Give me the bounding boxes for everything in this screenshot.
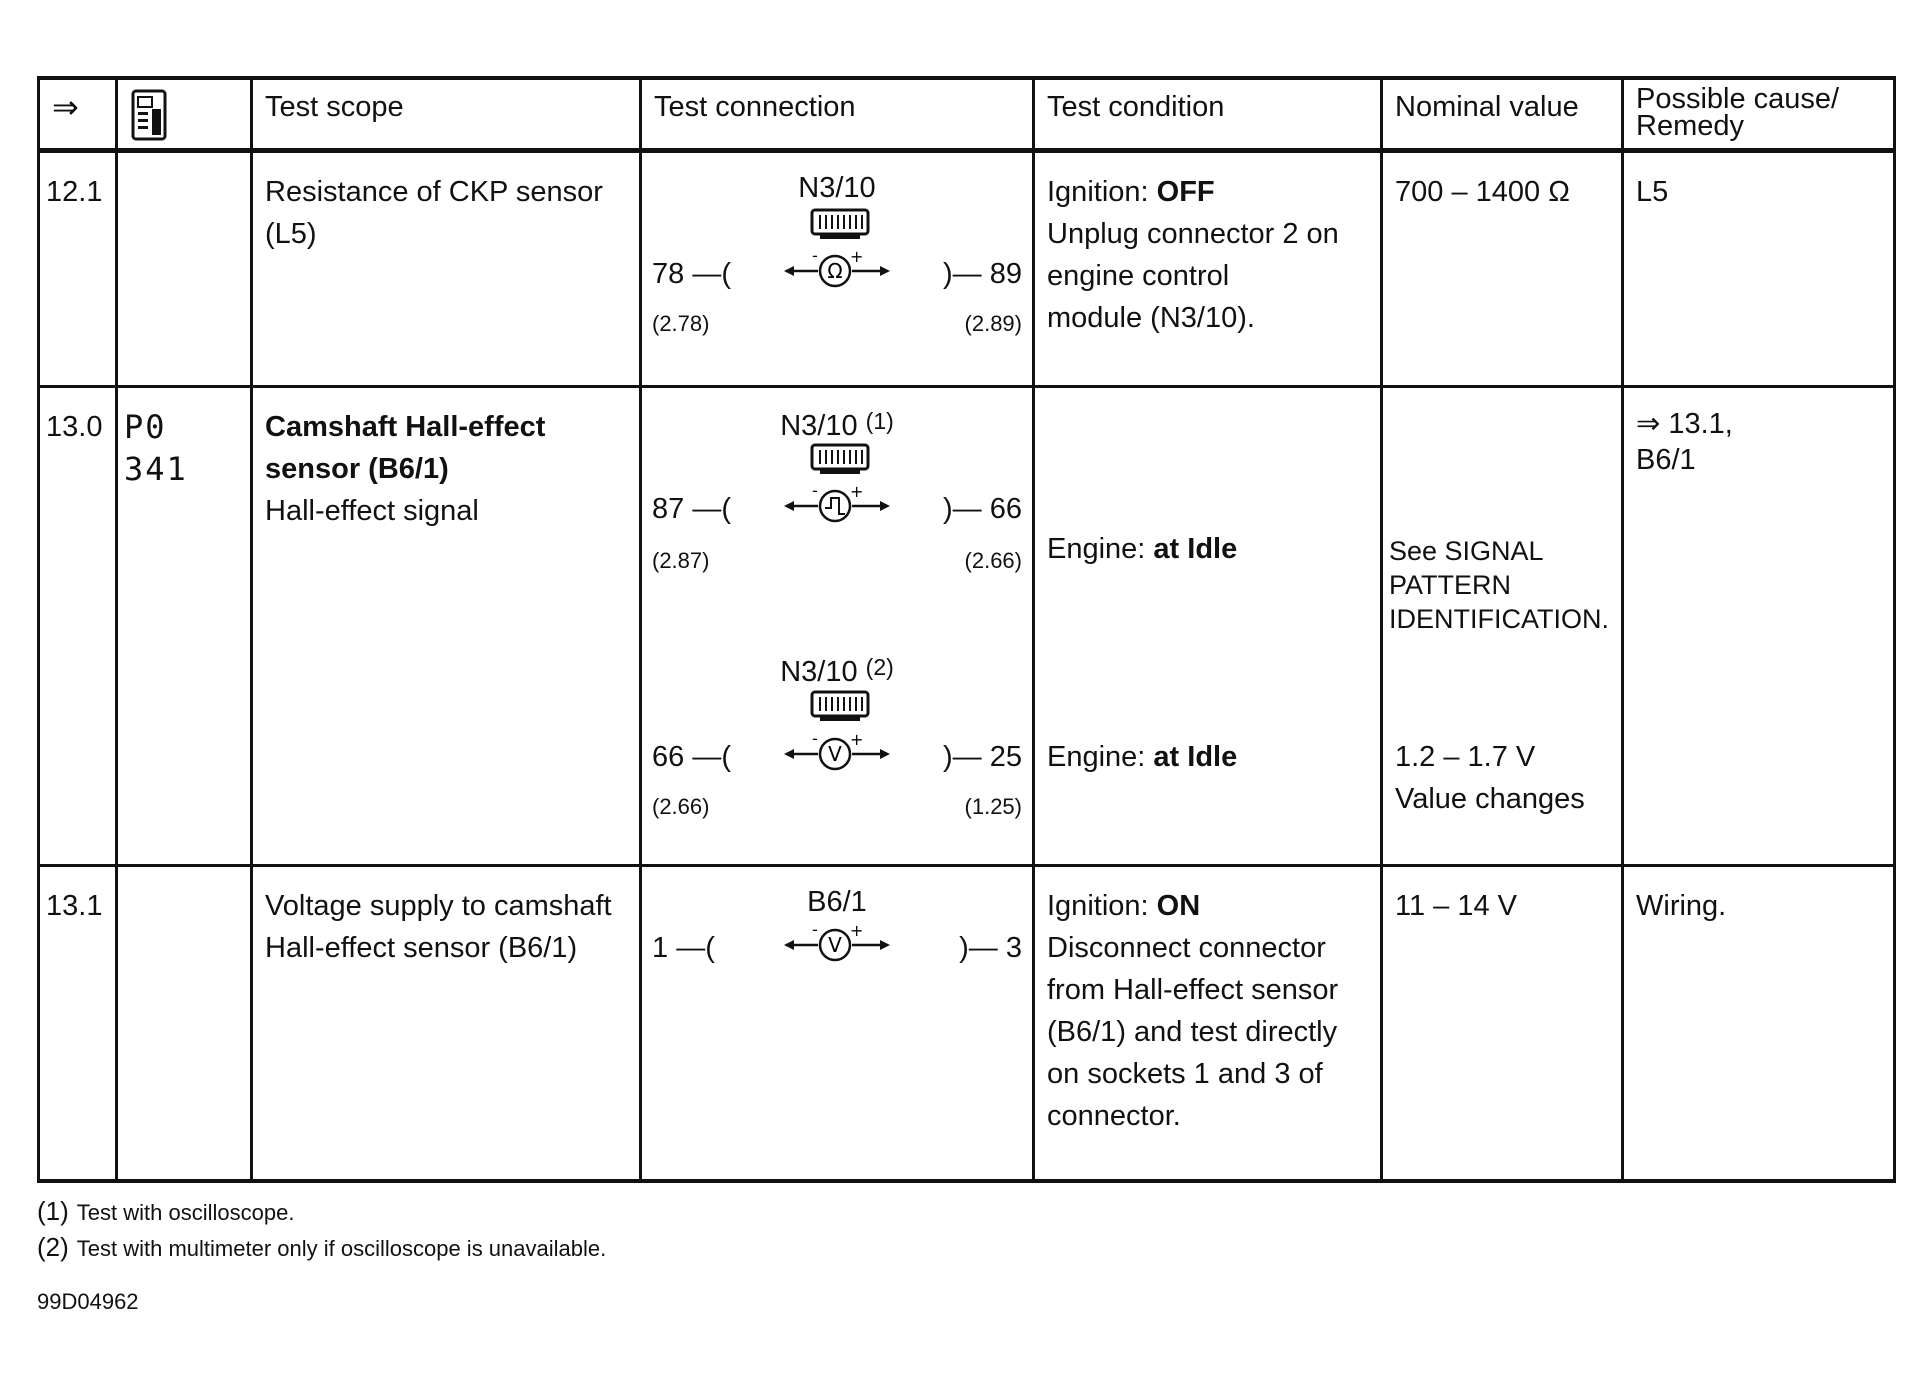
test-connection-cell	[641, 151, 1034, 387]
pin-right-sub: (2.66)	[964, 548, 1022, 573]
step-number: 12.1	[46, 176, 103, 208]
condition-line: connector.	[1047, 1100, 1181, 1132]
scope-line: Voltage supply to camshaft	[265, 890, 612, 922]
pin-left-sub: (2.66)	[652, 794, 710, 819]
svg-text:-: -	[812, 925, 818, 939]
ohmmeter-icon	[782, 251, 892, 291]
pin-left: 1 —(	[652, 932, 715, 964]
scope-line: Hall-effect sensor (B6/1)	[265, 932, 578, 964]
svg-text:+: +	[850, 251, 864, 266]
pin-left-sub: (2.87)	[652, 548, 710, 573]
module-label: N3/10 $^{(1)}$	[780, 408, 894, 442]
arrow-symbol: ⇒	[52, 89, 79, 125]
step-number: 13.1	[46, 890, 103, 922]
footnote-1: (1) Test with oscilloscope.	[37, 1196, 295, 1226]
condition-line: Engine: at Idle	[1047, 533, 1238, 565]
voltmeter-icon	[782, 734, 892, 774]
table-header-row	[39, 78, 1895, 151]
connector-icon	[810, 443, 870, 475]
pin-left: 87 —(	[652, 493, 731, 525]
header-possible-cause-line1: Possible cause/	[1636, 83, 1840, 115]
scope-line: sensor (B6/1)	[265, 453, 449, 485]
pin-left-sub: (2.78)	[652, 311, 710, 336]
header-test-connection: Test connection	[641, 78, 1034, 151]
header-possible-cause	[1623, 78, 1895, 151]
remedy: L5	[1636, 176, 1669, 208]
header-tester-cell	[117, 78, 252, 151]
condition-line: Unplug connector 2 on	[1047, 218, 1339, 250]
module-label: N3/10	[798, 172, 876, 204]
header-test-condition: Test condition	[1034, 78, 1382, 151]
nominal-value: 700 – 1400 Ω	[1395, 176, 1570, 208]
diagnostic-test-table	[37, 76, 1896, 1183]
svg-text:-: -	[812, 486, 818, 500]
connector-icon	[810, 690, 870, 722]
header-arrow-cell	[39, 78, 117, 151]
test-connection-cell	[641, 387, 1034, 866]
scope-line: Hall-effect signal	[265, 495, 479, 527]
condition-line: engine control	[1047, 260, 1230, 292]
nominal-value-note: Value changes	[1395, 783, 1585, 815]
module-label: B6/1	[807, 886, 867, 918]
scope-line: Camshaft Hall-effect	[265, 411, 546, 443]
svg-text:+: +	[850, 734, 864, 749]
remedy: B6/1	[1636, 444, 1696, 476]
table-row	[39, 866, 1895, 1182]
connector-icon	[810, 208, 870, 240]
condition-line: from Hall-effect sensor	[1047, 974, 1339, 1006]
pin-right: )— 25	[943, 741, 1022, 773]
pin-left: 66 —(	[652, 741, 731, 773]
fault-code: P0 341	[124, 408, 188, 488]
pin-right: )— 3	[959, 932, 1022, 964]
module-label: N3/10 $^{(2)}$	[780, 654, 894, 688]
footnote-2: (2) Test with multimeter only if oscilloscope is unavailable.	[37, 1232, 607, 1262]
condition-line: on sockets 1 and 3 of	[1047, 1058, 1323, 1090]
pin-left: 78 —(	[652, 258, 731, 290]
fault-code	[118, 153, 250, 171]
header-nominal-value: Nominal value	[1382, 78, 1623, 151]
voltmeter-icon	[782, 925, 892, 965]
svg-text:-: -	[812, 251, 818, 265]
scope-line: Resistance of CKP sensor	[265, 176, 603, 208]
pin-right: )— 89	[943, 258, 1022, 290]
header-possible-cause-line2: Remedy	[1636, 110, 1744, 142]
pin-right: )— 66	[943, 493, 1022, 525]
nominal-value: 1.2 – 1.7 V	[1395, 741, 1536, 773]
condition-line: Disconnect connector	[1047, 932, 1326, 964]
pin-right-sub: (1.25)	[964, 794, 1022, 819]
step-number: 13.0	[46, 411, 103, 443]
svg-text:+: +	[850, 486, 864, 501]
header-test-scope: Test scope	[252, 78, 641, 151]
condition-line: Ignition: OFF	[1047, 176, 1215, 208]
svg-text:V: V	[828, 742, 842, 766]
nominal-value-signal: See SIGNAL PATTERN IDENTIFICATION.	[1389, 536, 1609, 634]
test-table-sheet	[37, 76, 1893, 1176]
tester-icon	[130, 88, 170, 142]
condition-line: module (N3/10).	[1047, 302, 1255, 334]
condition-line: (B6/1) and test directly	[1047, 1016, 1338, 1048]
table-row	[39, 151, 1895, 387]
nominal-value: 11 – 14 V	[1395, 890, 1518, 922]
condition-line: Engine: at Idle	[1047, 741, 1238, 773]
table-row	[39, 387, 1895, 866]
condition-line: Ignition: ON	[1047, 890, 1201, 922]
svg-text:Ω: Ω	[827, 259, 843, 283]
pin-right-sub: (2.89)	[964, 311, 1022, 336]
oscilloscope-icon	[782, 486, 892, 526]
svg-text:+: +	[850, 925, 864, 940]
svg-text:-: -	[812, 734, 818, 748]
fault-code	[118, 867, 250, 885]
test-connection-cell	[641, 866, 1034, 1182]
remedy: Wiring.	[1636, 890, 1727, 922]
scope-line: (L5)	[265, 218, 317, 250]
svg-text:V: V	[828, 933, 842, 957]
remedy-ref-link[interactable]: ⇒ 13.1,	[1636, 408, 1733, 440]
document-id: 99D04962	[37, 1289, 139, 1314]
